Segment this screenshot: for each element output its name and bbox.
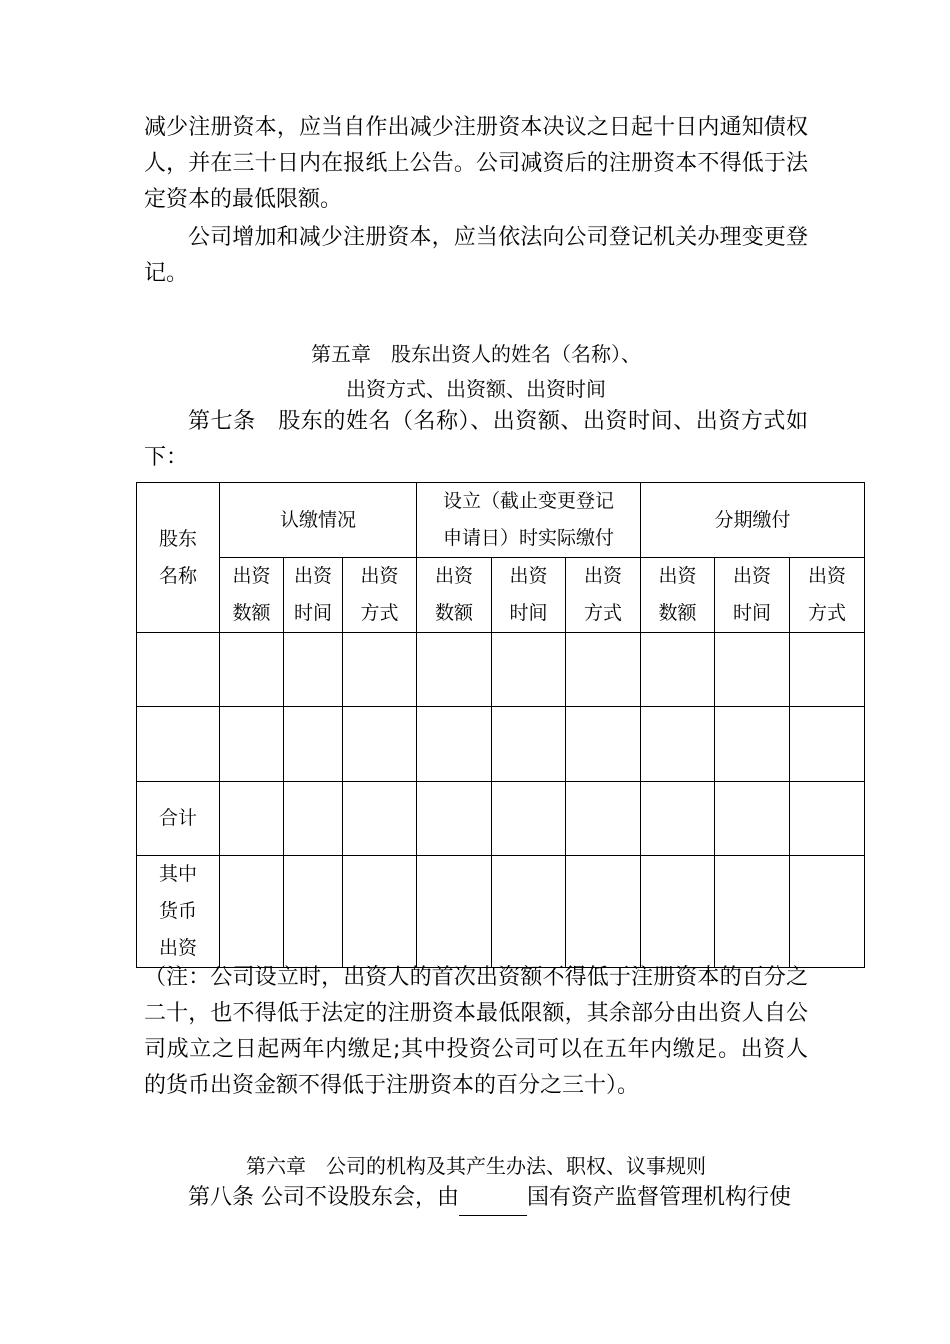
header-text: 出资: [584, 565, 623, 587]
table-cell: [284, 856, 343, 968]
article8-prefix: 第八条 公司不设股东会，由: [188, 1185, 459, 1210]
total-label: 合计: [137, 782, 220, 856]
header-text: 时间: [733, 602, 772, 624]
capital-contribution-table: [136, 482, 865, 968]
table-row: [137, 633, 865, 707]
header-text: 时间: [293, 602, 332, 624]
header-text: 数额: [232, 602, 271, 624]
article8-suffix: 国有资产监督管理机构行使: [527, 1185, 792, 1210]
header-text: 设立（截止变更登记: [443, 490, 615, 512]
table-cell: [641, 856, 715, 968]
sub-header-method: [790, 558, 865, 633]
table-cell: [492, 782, 566, 856]
table-cell: [492, 633, 566, 707]
actual-paid-group-header: [417, 483, 641, 558]
header-text: 出资: [293, 565, 332, 587]
header-text: 方式: [808, 602, 847, 624]
table-cell: [417, 782, 492, 856]
table-cell: [284, 707, 343, 782]
table-cell: [492, 856, 566, 968]
table-cell: [566, 782, 641, 856]
table-cell: [715, 633, 790, 707]
table-cell: [220, 782, 284, 856]
table-cell: [417, 633, 492, 707]
table-cell: [715, 856, 790, 968]
header-text: 出资: [360, 565, 399, 587]
header-text: 股东: [158, 527, 197, 550]
table-cell: [715, 782, 790, 856]
table-cell: [715, 707, 790, 782]
header-text: 名称: [158, 564, 197, 587]
table-cell: [790, 782, 865, 856]
table-cell: [790, 707, 865, 782]
sub-header-method: [566, 558, 641, 633]
sub-header-amount: [220, 558, 284, 633]
header-text: 数额: [658, 602, 697, 624]
table-cell: [641, 782, 715, 856]
installment-group-header: 分期缴付: [641, 483, 865, 558]
shareholder-name-header: [137, 483, 220, 633]
chapter5-heading-line2: 出资方式、出资额、出资时间: [346, 377, 606, 401]
table-cell: [641, 707, 715, 782]
header-text: 出资: [658, 565, 697, 587]
table-cell: [284, 633, 343, 707]
table-row: [137, 707, 865, 782]
table-cell: [566, 856, 641, 968]
header-text: 申请日）时实际缴付: [443, 527, 615, 549]
table-cell: [417, 856, 492, 968]
header-text: 数额: [434, 602, 473, 624]
table-cell: [343, 633, 417, 707]
table-cell: [343, 856, 417, 968]
chapter6-heading: 第六章 公司的机构及其产生办法、职权、议事规则: [246, 1154, 706, 1178]
cash-contribution-label: [137, 856, 220, 968]
table-cell: [343, 782, 417, 856]
header-text: 时间: [509, 602, 548, 624]
table-cell: [566, 633, 641, 707]
subscribed-group-header: 认缴情况: [220, 483, 417, 558]
table-cell: [220, 707, 284, 782]
table-cell: [492, 707, 566, 782]
table-cell: [417, 707, 492, 782]
table-cell: [220, 856, 284, 968]
header-text: 出资: [808, 565, 847, 587]
table-cell: [137, 633, 220, 707]
sub-header-time: [492, 558, 566, 633]
label-text: 其中: [158, 863, 197, 885]
table-cell: [566, 707, 641, 782]
article8-text: [144, 1180, 808, 1216]
sub-header-time: [284, 558, 343, 633]
table-cell: [137, 707, 220, 782]
header-text: 方式: [584, 602, 623, 624]
header-text: 出资: [434, 565, 473, 587]
table-cell: [284, 782, 343, 856]
header-text: 出资: [232, 565, 271, 587]
sub-header-time: [715, 558, 790, 633]
chapter5-heading-line1: 第五章 股东出资人的姓名（名称）、: [311, 342, 641, 366]
sub-header-amount: [417, 558, 492, 633]
header-text: 出资: [733, 565, 772, 587]
table-row-cash-contribution: [137, 856, 865, 968]
header-text: 方式: [360, 602, 399, 624]
sub-header-amount: [641, 558, 715, 633]
table-cell: [790, 633, 865, 707]
table-row-total: [137, 782, 865, 856]
paragraph-capital-change-registration: 公司增加和减少注册资本，应当依法向公司登记机关办理变更登记。: [144, 225, 808, 286]
paragraph-capital-reduction: 减少注册资本，应当自作出减少注册资本决议之日起十日内通知债权人，并在三十日内在报纸上公告。公司减资后的注册资本不得低于法定资本的最低限额。: [144, 115, 808, 212]
article7-text: 第七条 股东的姓名（名称）、出资额、出资时间、出资方式如下：: [144, 409, 808, 470]
sub-header-method: [343, 558, 417, 633]
label-text: 出资: [158, 937, 197, 959]
table-cell: [343, 707, 417, 782]
header-text: 出资: [509, 565, 548, 587]
table-cell: [641, 633, 715, 707]
blank-fill-line: [459, 1185, 527, 1216]
table-note: （注：公司设立时，出资人的首次出资额不得低于注册资本的百分之二十，也不得低于法定的注册资本最低限额，其余部分由出资人自公司成立之日起两年内缴足;其中投资公司可以在五年内缴足。出资人的货币出资金额不得低于注册资本的百分之三十）。: [144, 965, 808, 1098]
table-cell: [220, 633, 284, 707]
label-text: 货币: [158, 900, 197, 922]
table-cell: [790, 856, 865, 968]
